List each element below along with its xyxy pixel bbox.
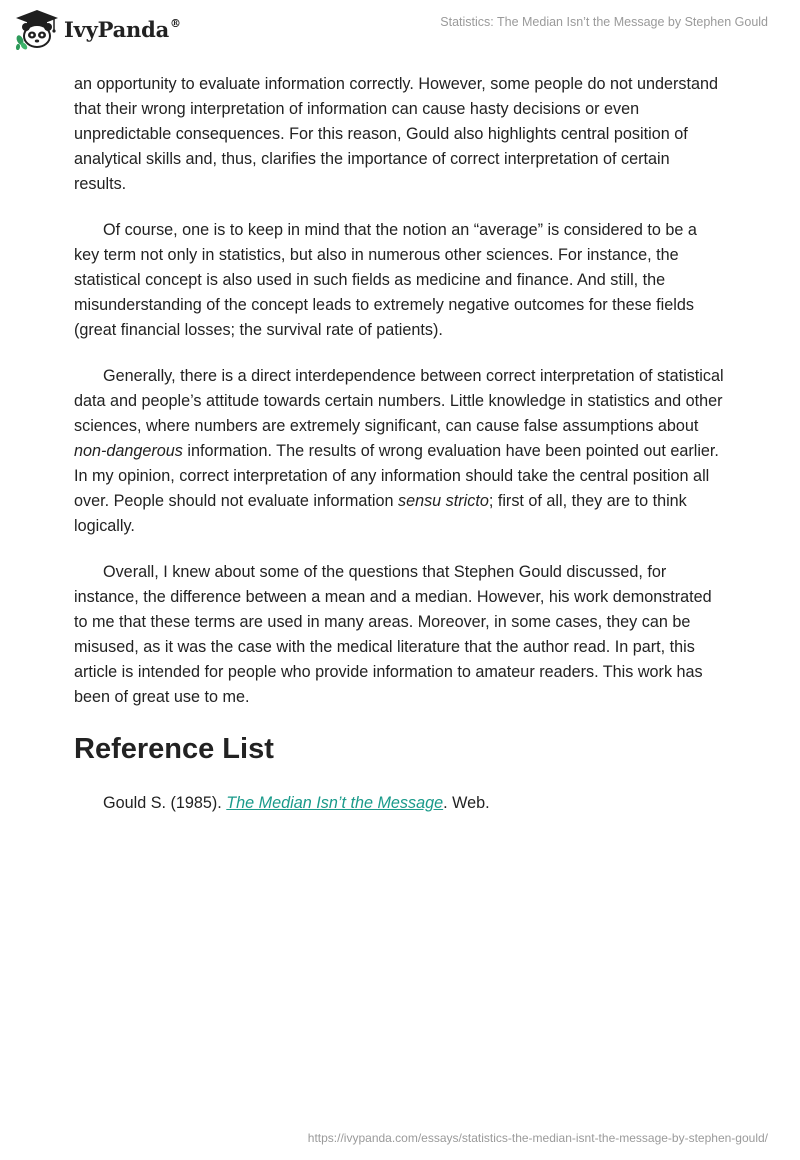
page-header [0, 0, 800, 60]
reference-prefix: Gould S. (1985). [103, 794, 227, 812]
paragraph-3-emphasis-1: non-dangerous [74, 442, 183, 460]
paragraph-3 [74, 364, 726, 539]
paragraph-3-emphasis-2: sensu stricto [397, 492, 489, 510]
reference-list-heading: Reference List [74, 733, 274, 765]
reference-suffix: . Web. [443, 794, 490, 812]
paragraph-1: an opportunity to evaluate information correctly. However, some people do not understand that their wrong interpretation of information can cause hasty decisions or even unpredictable consequences. For this reason, Gould also highlights central position of analytical skills and, thus, clarifies the importance of correct interpretation of certain results. [74, 75, 718, 193]
paragraph-4: Overall, I knew about some of the questions that Stephen Gould discussed, for instance, the difference between a mean and a median. However, his work demonstrated to me that these terms are used in many areas. Moreover, in some cases, they can be misused, as it was the case with the medical literature that the author read. In part, this article is intended for people who provide information to amateur readers. This work has been of great use to me. [74, 563, 712, 706]
logo-text: IvyPanda® [64, 16, 181, 42]
ivypanda-logo[interactable] [14, 8, 181, 50]
paragraph-3-part-c: ; first of all, they are to think logically. [74, 492, 687, 535]
panda-logo-icon [14, 8, 60, 50]
paragraph-3-part-a: Generally, there is a direct interdependence between correct interpretation of statistical data and people’s attitude towards certain numbers. Little knowledge in statistics and other sciences, where numbers are extremely significant, can cause false assumptions about [74, 367, 724, 435]
essay-content [74, 72, 726, 816]
reference-link[interactable]: The Median Isn’t the Message [226, 794, 444, 812]
reference-item [74, 791, 726, 816]
paragraph-2: Of course, one is to keep in mind that the notion an “average” is considered to be a key term not only in statistics, but also in numerous other sciences. For instance, the statistical concept is also used in such fields as medicine and finance. And still, the misunderstanding of the concept leads to extremely negative outcomes for these fields (great financial losses; the survival rate of patients). [74, 221, 697, 339]
registered-mark: ® [170, 16, 181, 30]
paragraph-3-part-b: information. The results of wrong evaluation have been pointed out earlier. In my opinion, correct interpretation of any information should take the central position all over. People should not evaluate information [74, 442, 719, 510]
running-title: Statistics: The Median Isn’t the Message by Stephen Gould [440, 15, 768, 29]
footer-source-url[interactable]: https://ivypanda.com/essays/statistics-the-median-isnt-the-message-by-stephen-gould/ [307, 1131, 768, 1145]
